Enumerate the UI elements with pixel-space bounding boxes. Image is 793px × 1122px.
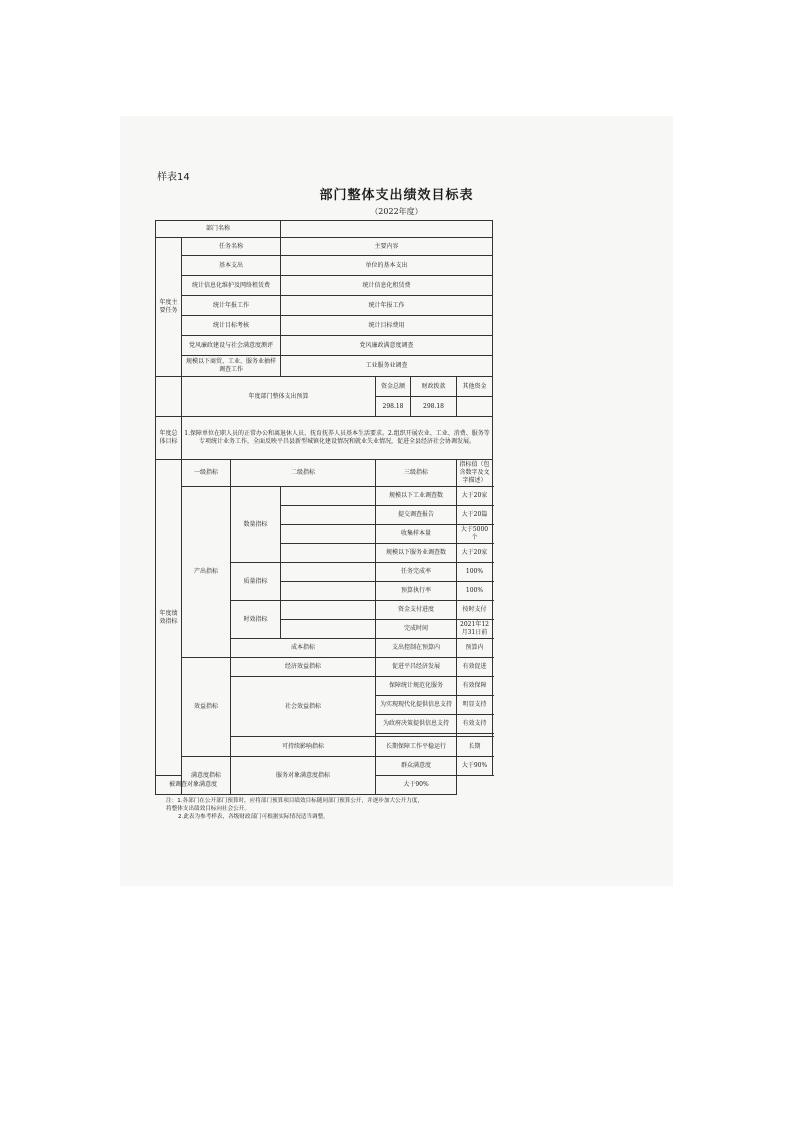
indicator-value: 预算内 [457,639,493,658]
footnotes [166,797,506,821]
indicators-group-label: 年度绩效指标 [156,460,182,776]
footnote-line: 2.此表为参考样表，各级财政部门可根据实际情况适当调整。 [178,814,329,820]
performance-target-table [155,220,493,795]
l2-timeliness: 时效指标 [231,601,281,639]
l2-cost: 成本指标 [231,639,376,658]
l1-header: 一级指标 [182,460,231,487]
task-content: 统计年报工作 [281,296,493,316]
task-header-row [156,238,493,256]
footnote-line: 注：1.各部门在公开部门预算时，应将部门预算项目绩效目标随同部门预算公开，并逐步加大公开力度， [166,798,424,804]
task-row [156,256,493,276]
l2-quality: 质量指标 [231,563,281,601]
indicator-row [156,487,493,506]
tasks-group-label: 年度主要任务 [156,238,182,377]
dept-row [156,221,493,238]
l3-indicator: 被调查对象满意度 [156,776,231,795]
indicator-value: 大于5000个 [457,525,493,544]
indicator-value: 大于20家 [457,487,493,506]
l3-header: 三级指标 [376,460,457,487]
dept-value [281,221,493,238]
l3-indicator: 预算执行率 [376,582,457,601]
l2-sustain: 可持续影响指标 [231,737,376,757]
overall-goal-label: 年度总体目标 [156,417,182,460]
indicator-header-row [156,460,493,487]
task-row [156,296,493,316]
l2-quantity: 数量指标 [231,487,281,563]
task-name: 基本支出 [182,256,281,276]
indicator-value: 100% [457,563,493,582]
task-name: 统计信息化维护及网络租赁费 [182,276,281,296]
task-name-header: 任务名称 [182,238,281,256]
task-row [156,276,493,296]
task-content: 党风廉政满意度调查 [281,336,493,356]
task-name: 统计目标考核 [182,316,281,336]
l3-indicator: 收集样本量 [376,525,457,544]
l2-service: 服务对象满意度指标 [231,757,376,795]
indicator-value: 大于90% [457,757,493,776]
task-name: 统计年报工作 [182,296,281,316]
l3-indicator: 规模以下工业调查数 [376,487,457,506]
budget-total-value: 298.18 [376,397,411,417]
l1-satisfaction: 满意度指标 [182,757,231,795]
l3-indicator: 保障统计规范化服务 [376,677,457,696]
indicator-row [156,757,493,776]
task-row [156,356,493,377]
task-content: 统计信息化租赁费 [281,276,493,296]
task-content: 统计目标费用 [281,316,493,336]
l3-indicator: 提交调查报告 [376,506,457,525]
indicator-value: 大于20篇 [457,506,493,525]
indicator-value: 长期 [457,737,493,757]
budget-fiscal-value: 298.18 [411,397,457,417]
task-name: 党风廉政建设与社会满意度测评 [182,336,281,356]
budget-other-value [457,397,493,417]
task-row [156,316,493,336]
task-row [156,336,493,356]
l3-indicator: 为实现现代化提供信息支持 [376,696,457,715]
indicator-value: 大于90% [376,776,457,795]
value-header: 指标值（包含数字及文字描述） [457,460,493,487]
l1-output: 产出指标 [182,487,231,658]
l2-social: 社会效益指标 [231,677,376,737]
indicator-value: 100% [457,582,493,601]
l3-indicator: 支出控制在预算内 [376,639,457,658]
l3-indicator: 任务完成率 [376,563,457,582]
budget-header-row [156,377,493,397]
l3-indicator: 为政府决策提供信息支持 [376,715,457,734]
indicator-value: 有效保障 [457,677,493,696]
l3-indicator: 促进平昌经济发展 [376,658,457,677]
l3-indicator: 完成时间 [376,620,457,639]
l2-header: 二级指标 [231,460,376,487]
dept-label: 部门名称 [156,221,281,238]
budget-other-header: 其他资金 [457,377,493,397]
sample-tag: 样表14 [157,172,190,183]
indicator-value: 大于20家 [457,544,493,563]
l3-indicator: 群众满意度 [376,757,457,776]
l2-economic: 经济效益指标 [231,658,376,677]
overall-goal-row [156,417,493,460]
budget-total-header: 资金总额 [376,377,411,397]
indicator-value: 有效支持 [457,715,493,734]
l3-indicator: 规模以下服务业调查数 [376,544,457,563]
l1-benefit: 效益指标 [182,658,231,757]
l3-indicator: 长期保障工作平稳运行 [376,737,457,757]
task-content: 工业服务业调查 [281,356,493,377]
budget-label: 年度部门整体支出预算 [182,377,376,417]
indicator-value: 按时支付 [457,601,493,620]
task-content-header: 主要内容 [281,238,493,256]
footnote-line: 将整体支出绩效目标向社会公开。 [166,806,250,812]
budget-fiscal-header: 财政拨款 [411,377,457,397]
indicator-row [156,658,493,677]
task-content: 单位的基本支出 [281,256,493,276]
overall-goal-text: 1.保障单位在职人员的正常办公和离退休人员、抚育抚养人员基本生活要求。2.组织开展农业、工业、消费、服务等专项统计业务工作，全面反映平昌县新型城镇化建设情况和就业失业情况，促进全县经济社会协调发展。 [182,417,493,460]
document-year: （2022年度） [370,207,423,216]
task-name: 规模以下商贸、工业、服务业抽样调查工作 [182,356,281,377]
indicator-value: 有效促进 [457,658,493,677]
l3-indicator: 资金支付进度 [376,601,457,620]
document-title: 部门整体支出绩效目标表 [319,188,474,203]
indicator-value: 明显支持 [457,696,493,715]
indicator-value: 2021年12月31日前 [457,620,493,639]
